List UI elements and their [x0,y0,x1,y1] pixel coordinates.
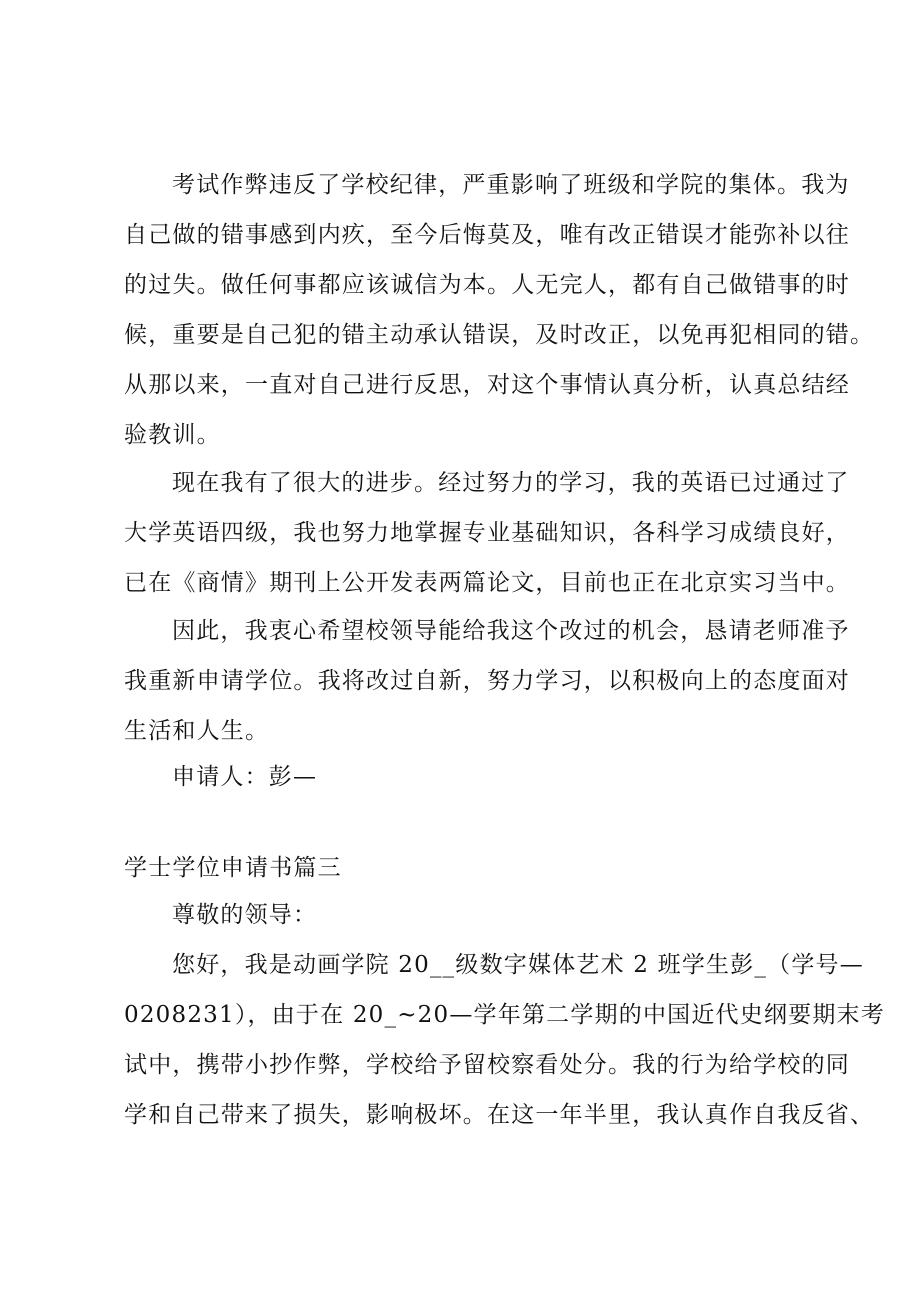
paragraph-line: 考试作弊违反了学校纪律，严重影响了班级和学院的集体。我为 [172,172,850,198]
paragraph-line: 您好，我是动画学院 20__级数字媒体艺术 2 班学生彭_（学号— [172,952,864,978]
paragraph-progress [124,458,850,608]
paragraph-line: 的过失。做任何事都应该诚信为本。人无完人，都有自己做错事的时 [124,272,850,298]
paragraph-line: 试中，携带小抄作弊，学校给予留校察看处分。我的行为给学校的同 [124,1052,850,1078]
paragraph-violation [124,160,875,460]
paragraph-request [124,606,850,756]
paragraph-applicant [124,752,840,802]
salutation [124,890,840,940]
paragraph-line: 从那以来，一直对自己进行反思，对这个事情认真分析，认真总结经 [124,372,850,398]
paragraph-line: 已在《商情》期刊上公开发表两篇论文，目前也正在北京实习当中。 [124,570,850,596]
paragraph-line: 候，重要是自己犯的错主动承认错误，及时改正，以免再犯相同的错。 [124,322,875,348]
paragraph-line: 0208231），由于在 20_~20—学年第二学期的中国近代史纲要期末考 [124,1002,885,1028]
salutation-text: 尊敬的领导： [172,902,318,928]
paragraph-line: 生活和人生。 [124,718,270,744]
paragraph-line: 大学英语四级，我也努力地掌握专业基础知识，各科学习成绩良好， [124,520,850,546]
paragraph-line: 验教训。 [124,422,221,448]
section-title-text: 学士学位申请书篇三 [124,855,342,881]
paragraph-line: 现在我有了很大的进步。经过努力的学习，我的英语已过通过了 [172,470,850,496]
paragraph-line: 自己做的错事感到内疚，至今后悔莫及，唯有改正错误才能弥补以往 [124,222,850,248]
applicant-signature: 申请人：彭— [172,764,318,790]
paragraph-line: 我重新申请学位。我将改过自新，努力学习，以积极向上的态度面对 [124,668,850,694]
section-title [124,843,840,893]
paragraph-introduction [124,940,885,1140]
paragraph-line: 因此，我衷心希望校领导能给我这个改过的机会，恳请老师准予 [172,618,850,644]
paragraph-line: 学和自己带来了损失，影响极坏。在这一年半里，我认真作自我反省、 [124,1102,875,1128]
